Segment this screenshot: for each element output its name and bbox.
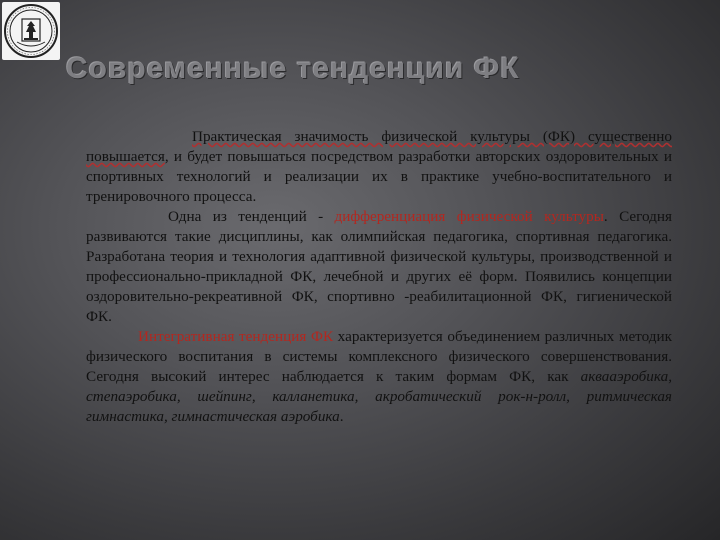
underlined-phrase: Практическая значимость физической культуры (ФК) существенно повышается (86, 128, 672, 165)
paragraph-integration (86, 327, 672, 427)
paragraph-text: , и будет повышаться посредством разработки авторских оздоровительных и спортивных технологий и реализации их в практике учебно-воспитательного и тренировочного процесса. (86, 148, 672, 205)
highlight-term-differentiation: дифференциация физической культуры (334, 208, 604, 225)
paragraph-differentiation (86, 207, 672, 327)
fitness-forms-list: аквааэробика, степаэробика, шейпинг, калланетика, акробатический рок-н-ролл, ритмическая гимнастика, гимнастическая аэробика (86, 368, 672, 425)
paragraph-text: . Сегодня развиваются такие дисциплины, как олимпийская педагогика, спортивная педагогика. Разработана теория и технология адаптивной физической культуры, производственной и профессионально-прикладной ФК, лечебной и других её форм. Появились концепции оздоровительно-рекреативной ФК, спортивно -реабилитационной ФК, гигиенической ФК. (86, 208, 672, 325)
university-emblem-logo (2, 2, 60, 60)
paragraph-practical-significance (86, 127, 672, 207)
paragraph-text: Одна из тенденций - (168, 208, 335, 225)
text-body (86, 127, 672, 427)
paragraph-text: характеризуется объединением различных методик физического воспитания в системы комплексного физического совершенствования. Сегодня высокий интерес наблюдается к таким формам ФК, как (86, 328, 673, 385)
highlight-term-integration: Интегративная тенденция ФК (138, 328, 334, 345)
paragraph-text: . (339, 408, 344, 425)
page-title: Современные тенденции ФК (66, 52, 520, 85)
